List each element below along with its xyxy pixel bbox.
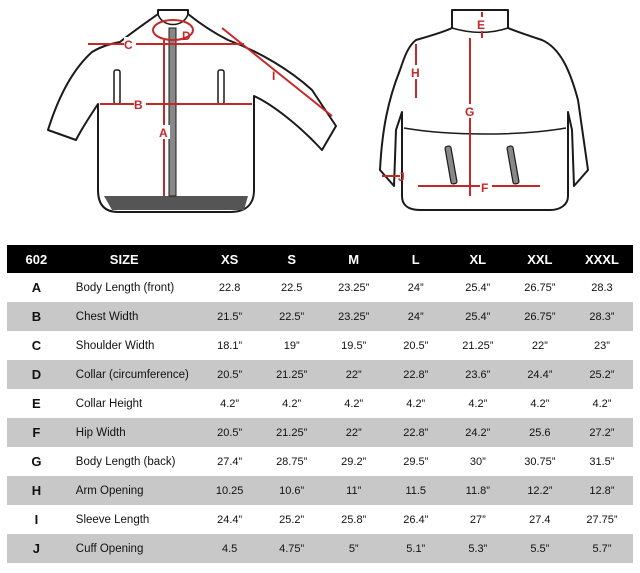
label-f: F (481, 181, 489, 195)
size-value: 11.5 (405, 484, 427, 497)
size-value: 4.75” (279, 542, 305, 555)
size-value: 4.2” (282, 397, 302, 410)
size-value: 25.2” (589, 368, 615, 381)
header-s: S (287, 251, 296, 267)
size-value: 25.4” (465, 310, 491, 323)
size-value: 22.5 (280, 281, 303, 294)
size-value: 22.8” (403, 368, 429, 381)
row-measurement: Hip Width (75, 426, 126, 439)
label-e: E (477, 18, 486, 32)
size-value: 22” (345, 426, 362, 439)
header-xl: XL (469, 251, 487, 267)
size-value: 21.25” (276, 426, 308, 439)
header-size: SIZE (109, 251, 139, 267)
size-value: 22” (531, 339, 548, 352)
size-value: 24.4” (217, 513, 243, 526)
label-b: B (134, 98, 143, 112)
header-l: L (411, 251, 420, 267)
table-row (7, 476, 633, 505)
size-value: 25.4” (465, 281, 491, 294)
table-body (7, 273, 633, 563)
size-value: 11” (346, 484, 362, 497)
jacket-back-diagram (360, 0, 600, 240)
size-value: 29.2” (341, 455, 367, 468)
table-row (7, 273, 633, 302)
size-value: 23” (593, 339, 610, 352)
row-letter: H (31, 483, 42, 498)
row-letter: F (32, 425, 41, 440)
size-value: 4.2” (530, 397, 550, 410)
front-pocket-right (218, 70, 224, 104)
size-value: 5.7” (592, 542, 612, 555)
size-value: 18.1” (217, 339, 243, 352)
row-letter: G (31, 454, 42, 469)
size-value: 21.5” (217, 310, 243, 323)
size-value: 27.75” (586, 513, 618, 526)
size-value: 5.5” (530, 542, 550, 555)
label-a: A (159, 126, 168, 140)
size-value: 4.2” (344, 397, 364, 410)
row-letter: D (31, 367, 42, 382)
size-value: 28.3” (589, 310, 615, 323)
size-value: 21.25” (276, 368, 308, 381)
size-value: 24.2” (465, 426, 491, 439)
label-d: D (182, 29, 191, 43)
size-value: 22.5” (279, 310, 305, 323)
size-value: 4.2” (592, 397, 612, 410)
table-row (7, 505, 633, 534)
row-letter: J (32, 541, 40, 556)
front-hem-shade (104, 196, 248, 210)
table-row (7, 331, 633, 360)
row-letter: C (31, 338, 42, 353)
size-value: 31.5” (589, 455, 615, 468)
size-value: 5.3” (468, 542, 488, 555)
size-value: 22” (345, 368, 362, 381)
size-value: 26.4” (403, 513, 429, 526)
table-row (7, 389, 633, 418)
label-i: I (272, 69, 276, 83)
size-value: 23.6” (465, 368, 491, 381)
size-value: 19” (283, 339, 300, 352)
size-value: 29.5” (403, 455, 429, 468)
size-value: 25.2” (279, 513, 305, 526)
size-value: 24” (407, 310, 424, 323)
label-j: J (398, 170, 405, 184)
size-value: 25.8” (341, 513, 367, 526)
size-value: 10.6” (279, 484, 305, 497)
size-value: 20.5” (403, 339, 429, 352)
size-value: 12.2” (527, 484, 553, 497)
table-row (7, 534, 633, 563)
size-value: 27.4 (529, 513, 551, 526)
row-measurement: Shoulder Width (75, 339, 155, 352)
table-header-row (7, 245, 633, 273)
front-zipper (169, 28, 176, 196)
label-g: G (465, 105, 475, 119)
size-chart-table (7, 245, 633, 563)
size-value: 24” (407, 281, 424, 294)
header-style-number: 602 (25, 251, 48, 267)
row-measurement: Cuff Opening (75, 542, 144, 555)
size-value: 26.75” (524, 310, 556, 323)
size-value: 28.75” (276, 455, 308, 468)
size-value: 23.25” (338, 310, 370, 323)
size-value: 20.5” (217, 426, 243, 439)
row-letter: A (31, 280, 42, 295)
row-measurement: Body Length (back) (75, 455, 176, 468)
row-measurement: Collar Height (75, 397, 143, 410)
size-value: 27.2” (589, 426, 615, 439)
row-measurement: Sleeve Length (75, 513, 150, 526)
size-value: 5” (348, 542, 359, 555)
size-value: 21.25” (462, 339, 494, 352)
size-value: 22.8 (218, 281, 241, 294)
size-value: 4.5 (221, 542, 238, 555)
size-value: 27.4” (217, 455, 243, 468)
front-pocket-left (114, 70, 120, 104)
size-value: 19.5” (341, 339, 367, 352)
size-value: 20.5” (217, 368, 243, 381)
size-value: 25.6 (529, 426, 551, 439)
size-value: 26.75” (524, 281, 556, 294)
table-row (7, 447, 633, 476)
size-value: 28.3 (591, 281, 613, 294)
header-xxxl: XXXL (584, 251, 619, 267)
front-jacket-outline (48, 10, 336, 212)
size-value: 23.25” (338, 281, 370, 294)
size-value: 27” (469, 513, 486, 526)
row-measurement: Body Length (front) (75, 281, 175, 294)
table-row (7, 302, 633, 331)
size-value: 5.1” (406, 542, 426, 555)
label-c: C (124, 38, 133, 52)
row-letter: B (31, 309, 42, 324)
row-letter: E (32, 396, 41, 411)
size-value: 4.2” (220, 397, 240, 410)
size-value: 10.25 (215, 484, 244, 497)
size-value: 4.2” (468, 397, 488, 410)
header-m: M (348, 251, 360, 267)
row-letter: I (34, 512, 39, 527)
header-xs: XS (220, 251, 239, 267)
jacket-front-diagram (40, 0, 340, 240)
size-value: 24.4” (527, 368, 553, 381)
size-value: 4.2” (406, 397, 426, 410)
table-row (7, 418, 633, 447)
size-value: 30” (469, 455, 486, 468)
size-value: 22.8” (403, 426, 429, 439)
size-value: 30.75” (524, 455, 556, 468)
row-measurement: Arm Opening (75, 484, 144, 497)
size-value: 11.8” (465, 484, 490, 497)
row-measurement: Chest Width (75, 310, 139, 323)
header-xxl: XXL (527, 251, 553, 267)
jacket-diagrams (0, 0, 640, 240)
label-h: H (411, 66, 420, 80)
size-value: 12.8” (589, 484, 615, 497)
table-row (7, 360, 633, 389)
row-measurement: Collar (circumference) (75, 368, 189, 381)
